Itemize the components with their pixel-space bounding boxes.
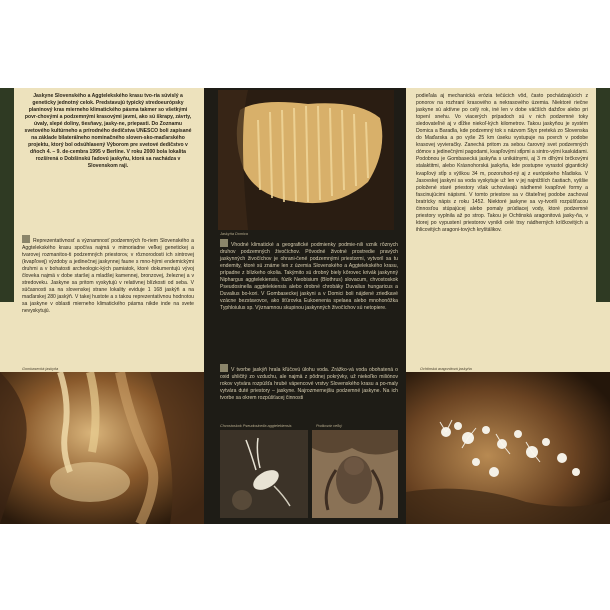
springtail-photo [220,430,308,518]
left-cave-photo [0,372,204,524]
aragonite-photo [406,372,610,524]
stalactite-photo [218,90,394,230]
left-edge-band [0,88,14,302]
right-body-text: podieľala aj mechanická erózia tečúcich vôd, často pochádzajúcich z ponorov na rozhraní krasového a nekrasového územia. Niektoré riečne jaskyne sú aktívne po celý rok, iné len v dobe väčších dažďov alebo pri topení snehu. Vo viacerých prípadoch sú v nich podzemné toky sledovateľné aj v dĺžke niekoľ-kých kilometrov. Takou jaskyňou je systém Domica a Baradla, kde podzemný tok s názvom Styx preteká zo Slovenska do Maďarska a po vyše 25 km úseku vystupuje na povrch v podobe krasovej vyvieračky. Zanechá pritom za sebou čarovný svet podzemných dómov s jedinečnými pagodami, kvapľovými stĺpmi a sintro-vými kaskádami. Podobnou je Gombasecká jaskyňa s unikátnymi, aj 3 m dlhými brčkovými stalaktitmi, alebo Krásnohorská jaskyňa, kde postupne vyrastol gigantický kvapľový stĺp s výškou 34 m, pozoruhod-ný aj z európskeho hľadiska. V Jasovskej jaskyni sa voda vyskytuje už len v jej najnižších častiach, vyššie položené staré priestory však uchovávajú nádherné kvapľové formy a fascinujúcimi nápismi. V tomto priestore sa v čitateľnej podobe zachoval bratrícky nápis z roku 1452. Niektoré jaskyne sa vy-tvorili rozpúšťacou činnosťou stúpajúcej alebo pomaly prúdiacej vody, ktoré podzemné priestory vyplnila až po strop. Takou je Ochtinská aragonitová jasky-ňa, v ktorej po vypustení priestorov vynikli celé trsy nádherných kríčkovitých a ihlicovitých aragoni-tových kryštálikov. [416,93,588,233]
middle-paragraph-1 [220,239,398,312]
right-edge-band [596,88,610,302]
middle-paragraph-1-text: Vhodné klimatické a geografické podmienky podmie-nili vznik rôznych druhov podzemných živočíchov. Pôvodné životné prostredie pravých jaskynných živočíchov je ohrani-čené podzemnými priestormi, vytvoril sa tu endemity, ktoré sú známe len z územia Slovenského a Aggtelekského krasu, prípadne z blízkeho okolia. Takýmito sú drobný biely kôrovec krivák jaskynný Niphargus aggtelekiensis, fúzik Neobisium (Blothrus) slovacum, chvostoskok Pseudosinella aggtelekiensis alebo drobné chrobáky Duvalius hungaricus a Duvalius bo-kori. V Gombaseckej jaskyni a v Domici boli nájdené zriedkavé vzácne bezstavovce, ako šťúrovka Eukoenenia spelaea alebo mnohonôžka Typhloiulus sp. Významnou skupinou jaskynných živočíchov sú netopiere. [220,242,398,312]
bat-caption: Podkovár veľký [316,424,342,428]
springtail-caption: Chvostoskok Pseudosinella aggtelekiensis [220,424,292,428]
stalactite-caption: Jaskyňa Domica [220,232,248,236]
left-photo-caption: Gombasecká jaskyňa [22,367,59,371]
left-body-paragraph: Reprezentatívnosť a významnosť podzemných fo-riem Slovenského a Aggtelekského krasu spočíva najmä v mimoriadne veľkej genetickej a tvarovej rozmanitos-ti podzemných priestorov, v rôznorodosti ich sintrovej (kvapľovej) výzdoby a jedinečnej jaskynnej faune s mno-hými endemickými druhmi a v bohatosti archeologic-kých pamiatok, ktoré dokumentujú vývoj človeka najmä v dobe staršej a mladšej kamennej, bronzovej, železnej a v stredoveku. Jaskyne sa pritom vyskytujú v relatívnej blízkosti od seba. V súčasnosti sa na slovenskej strane lokality eviduje 1 168 jaskýň a na maďarskej 280 jaskýň. V takej hustote a s takou reprezentatívnou hodnotou sa jaskyne v oblasti mierneho klimatického pásma nikde inde na svete nevyskytujú. [22,238,194,315]
middle-paragraph-2 [220,364,398,402]
right-photo-caption: Ochtinská aragonitová jaskyňa [420,367,472,371]
section-marker [220,239,228,247]
section-marker [220,364,228,372]
section-marker [22,235,30,243]
bat-photo [312,430,398,518]
intro-text: Jaskyne Slovenského a Aggtelekského krasu tvo-ria súvislý a geneticky jednotný celok. Predstavujú typický stredoeurópsky planinový kras mierneho klimatického pásma takmer so všetkými povr-chovými a podzemnými krasovými javmi, ako sú škrapy, závrty, úvaly, slepé doliny, tiesňavy, jasky-ne, priepasti. Do Zoznamu svetového kultúrneho a prírodného dedičstva UNESCO boli zapísané na základe bilaterálneho nominačného sloven-sko-maďarského projektu, ktorý bol odsúhlasený Výborom pre svetové dedičstvo v dňoch 4. – 9. de-cembra 1995 v Berlíne. V roku 2000 bola lokalita rozšírená o Dobšinskú ľadovú jaskyňu, ktorá sa nachádza v Slovenskom raji. [24,93,192,170]
left-body-text [22,235,194,316]
middle-paragraph-2-text: V tvorbe jaskýň hrala kľúčovú úlohu voda. Zrážko-vá voda obohatená o oxid uhličitý zo vzduchu, ale najmä z pôdnej pokrývky, už niekoľko miliónov rokov vytvára rozpúšťa hrubé vápencové vrstvy Slovenského krasu a po-maly vytvára duté priestory – jaskyne. Najrozmernejšiu podzemné jaskyne. Na ich tvorbe sa okrem rozpúšťacej činnosti [220,367,398,402]
